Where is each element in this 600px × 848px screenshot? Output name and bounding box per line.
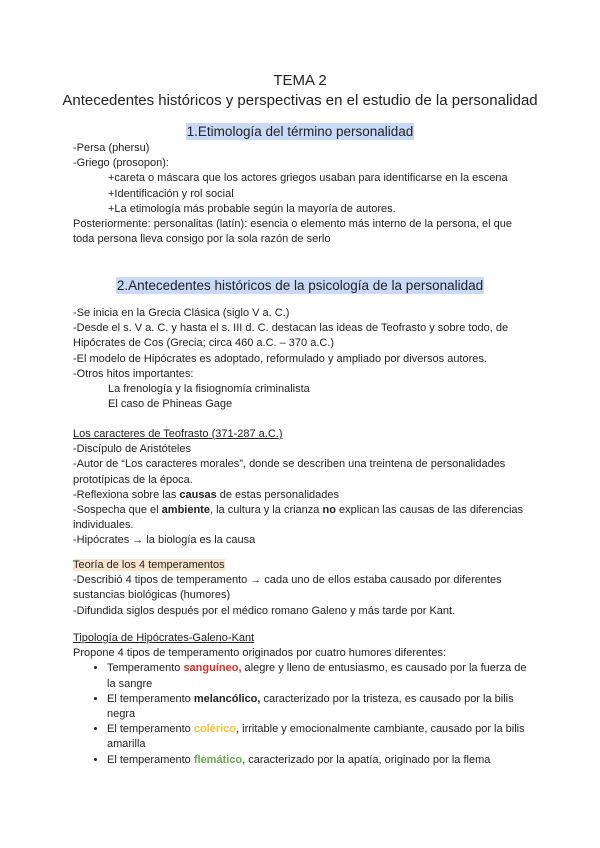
word-flematico: flemático [193, 753, 243, 766]
text-span: El temperamento [107, 753, 194, 766]
teofrasto-line: -Autor de “Los caracteres morales”, donde se describen una treintena de personalidades prototípicas de la época. [73, 458, 506, 486]
section1-line: -Persa (phersu) [73, 142, 150, 154]
teofrasto-block [73, 427, 533, 549]
text-span: , irritable y emocionalmente cambiante, causado por la bilis amarilla [107, 723, 525, 751]
tipologia-heading: Tipología de Hipócrates-Galeno-Kant [73, 632, 255, 644]
section2-heading: 2.Antecedentes históricos de la psicología de la personalidad [116, 278, 484, 293]
section1-heading: 1.Etimología del término personalidad [186, 124, 414, 139]
bold-word-ambiente: ambiente [161, 504, 210, 517]
temperamentos-heading: Teoría de los 4 temperamentos [73, 559, 225, 571]
text-span: -Sospecha que el [73, 504, 162, 517]
text-span: , caracterizado por la apatía, originado por la flema [242, 753, 491, 766]
list-item-flematico [107, 753, 533, 768]
word-colerico: colérico [193, 723, 237, 736]
section2-line: -Otros hitos importantes: [73, 367, 194, 380]
temperamentos-block [73, 558, 533, 619]
text-span: , la cultura y la crianza [209, 504, 323, 517]
section1-heading-row [0, 124, 600, 139]
text-span: alegre y lleno de entusiasmo, es causado por la fuerza de la sangre [107, 662, 527, 690]
bold-word-causas: causas [179, 488, 217, 501]
section2-line: -El modelo de Hipócrates es adoptado, reformulado y ampliado por diversos autores. [73, 352, 487, 365]
section2-line: -Se inicia en la Grecia Clásica (siglo V a. C.) [73, 307, 290, 319]
teofrasto-line: -Discípulo de Aristóteles [73, 443, 191, 456]
text-span: El temperamento [107, 692, 194, 705]
teofrasto-line-causas [73, 488, 533, 503]
text-span: explican las causas de las diferencias individuales. [73, 504, 524, 532]
teofrasto-line-ambiente [73, 503, 533, 533]
section1-body [73, 141, 533, 247]
section2-body [73, 306, 533, 412]
section2-heading-row [0, 278, 600, 293]
tipologia-intro: Propone 4 tipos de temperamento originados por cuatro humores diferentes: [73, 647, 446, 660]
list-item-colerico [107, 722, 533, 752]
section1-line: -Griego (prosopon): [73, 157, 169, 170]
section1-post: Posteriormente: personalitas (latín): esencia o elemento más interno de la persona, el que toda persona lleva consigo por la sola razón de serlo [73, 218, 513, 246]
section1-indented-line: +careta o máscara que los actores griegos usaban para identificarse en la escena [108, 172, 508, 185]
section1-indented-line: +Identificación y rol social [108, 187, 234, 200]
document-subtitle: Antecedentes históricos y perspectivas en el estudio de la personalidad [62, 92, 538, 109]
teofrasto-line: -Hipócrates → la biología es la causa [73, 534, 256, 547]
hito-item: El caso de Phineas Gage [108, 398, 233, 411]
tipologia-list [73, 661, 533, 767]
temperamentos-line: -Difundida siglos después por el médico romano Galeno y más tarde por Kant. [73, 604, 456, 617]
document-title: TEMA 2 [273, 72, 327, 89]
text-span: El temperamento [107, 723, 194, 736]
text-span: de estas personalidades [216, 488, 340, 501]
word-melancolico: melancólico, [193, 692, 261, 705]
hito-item: La frenología y la fisiognomía criminalista [108, 383, 310, 396]
section1-indented-line: +La etimología más probable según la mayoría de autores. [108, 202, 396, 215]
text-span: -Reflexiona sobre las [73, 488, 180, 501]
list-item-sanguineo [107, 661, 533, 691]
word-sanguineo: sanguíneo, [183, 662, 242, 675]
tipologia-block [73, 631, 533, 768]
bold-word-no: no [322, 504, 336, 517]
text-span: Temperamento [107, 662, 184, 675]
temperamentos-line: -Describió 4 tipos de temperamento → cada uno de ellos estaba causado por diferentes sustancias biológicas (humores) [73, 574, 502, 602]
list-item-melancolico [107, 692, 533, 722]
teofrasto-heading: Los caracteres de Teofrasto (371-287 a.C.) [73, 428, 283, 440]
text-span: caracterizado por la tristeza, es causado por la bilis negra [107, 692, 514, 721]
section2-line: -Desde el s. V a. C. y hasta el s. III d. C. destacan las ideas de Teofrasto y sobre todo, de Hipócrates de Cos (Grecia; circa 460 a.C. – 370 a.C.) [73, 322, 509, 350]
